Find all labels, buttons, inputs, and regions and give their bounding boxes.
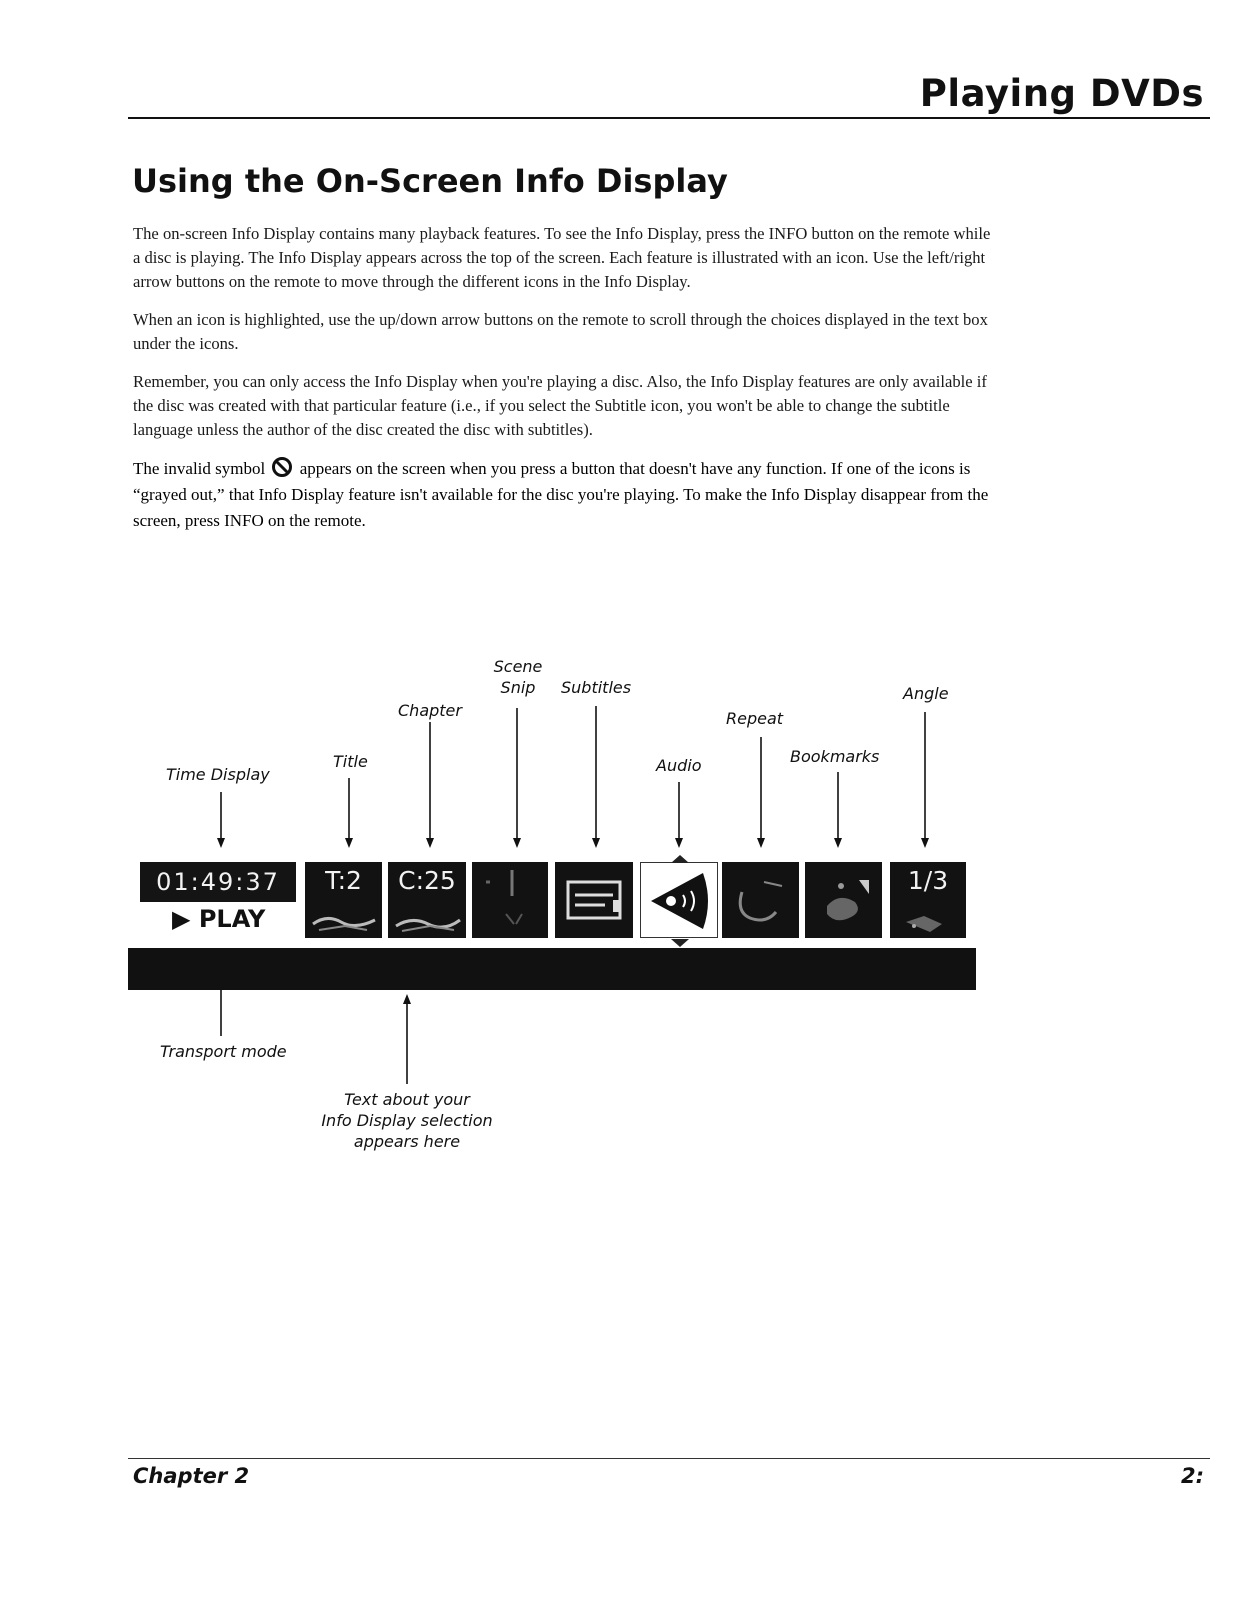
title-value: T:2 [325, 866, 362, 895]
time-display-readout: 01:49:37 [140, 862, 296, 902]
footer-chapter: Chapter 2 [133, 1464, 250, 1488]
paragraph-3: Remember, you can only access the Info Display when you're playing a disc. Also, the Info Display features are only available if the disc was created with that particular feature (i.e., if you select the Subtitle icon, you won't be able to change the subtitle language unless the author of the disc created the disc with subtitles). [133, 372, 987, 439]
subtitles-icon-button[interactable] [555, 862, 633, 938]
play-icon: ▶ [172, 905, 191, 933]
angle-value: 1/3 [907, 866, 949, 895]
scissors-icon [472, 862, 548, 938]
audio-speaker-icon [641, 851, 719, 951]
scene-snip-label-line2: Snip [500, 678, 536, 697]
text-info-line3: appears here [353, 1132, 461, 1151]
bookmarks-icon-button[interactable] [805, 862, 882, 938]
chapter-icon-button[interactable] [388, 862, 466, 938]
paragraph-4-end: appears on the screen when you press a button that doesn't have any function. If one of the icons is “grayed out,” that Info Display feature isn't available for the disc you're playing. To make the Info Display disappear from the screen, press INFO on the remote. [133, 459, 989, 530]
scene-snip-label-line1: Scene [493, 657, 543, 676]
text-info-line2: Info Display selection [321, 1111, 493, 1130]
angle-icon-button[interactable] [890, 862, 966, 938]
chapter-film-icon [388, 906, 466, 936]
bookmarks-label: Bookmarks [790, 747, 880, 766]
title-label: Title [333, 752, 368, 771]
title-icon-button[interactable] [305, 862, 382, 938]
transport-mode-label: Transport mode [160, 1042, 287, 1061]
info-text-bar [128, 948, 976, 990]
running-header: Playing DVDs [919, 72, 1204, 115]
subtitles-icon [555, 862, 633, 938]
audio-icon-button[interactable] [640, 862, 718, 938]
title-film-icon [305, 906, 382, 936]
scene-snip-icon-button[interactable] [472, 862, 548, 938]
transport-mode-readout [172, 905, 265, 933]
paragraph-1: The on-screen Info Display contains many playback features. To see the Info Display, press the INFO button on the remote while a disc is playing. The Info Display appears across the top of the screen. Each feature is illustrated with an icon. Use the left/right arrow buttons on the remote to move through the different icons in the Info Display. [133, 224, 991, 291]
text-info-line1: Text about your [344, 1090, 470, 1109]
section-heading: Using the On-Screen Info Display [132, 162, 728, 200]
footer-rule [128, 1458, 1210, 1459]
chapter-label: Chapter [398, 701, 462, 720]
paragraph-2: When an icon is highlighted, use the up/down arrow buttons on the remote to scroll through the choices displayed in the text box under the icons. [133, 310, 988, 353]
angle-camera-icon [890, 902, 966, 938]
repeat-label: Repeat [726, 709, 784, 728]
repeat-icon-button[interactable] [722, 862, 799, 938]
angle-label: Angle [903, 684, 949, 703]
subtitles-label: Subtitles [561, 678, 632, 697]
time-display-label: Time Display [166, 765, 270, 784]
bookmarks-icon [805, 862, 882, 938]
audio-label: Audio [656, 756, 702, 775]
paragraph-4-start: The invalid symbol [133, 459, 266, 478]
transport-mode-value: PLAY [198, 905, 266, 933]
page-number: 2: [1180, 1464, 1204, 1488]
chapter-value: C:25 [398, 866, 456, 895]
repeat-icon [722, 862, 799, 938]
